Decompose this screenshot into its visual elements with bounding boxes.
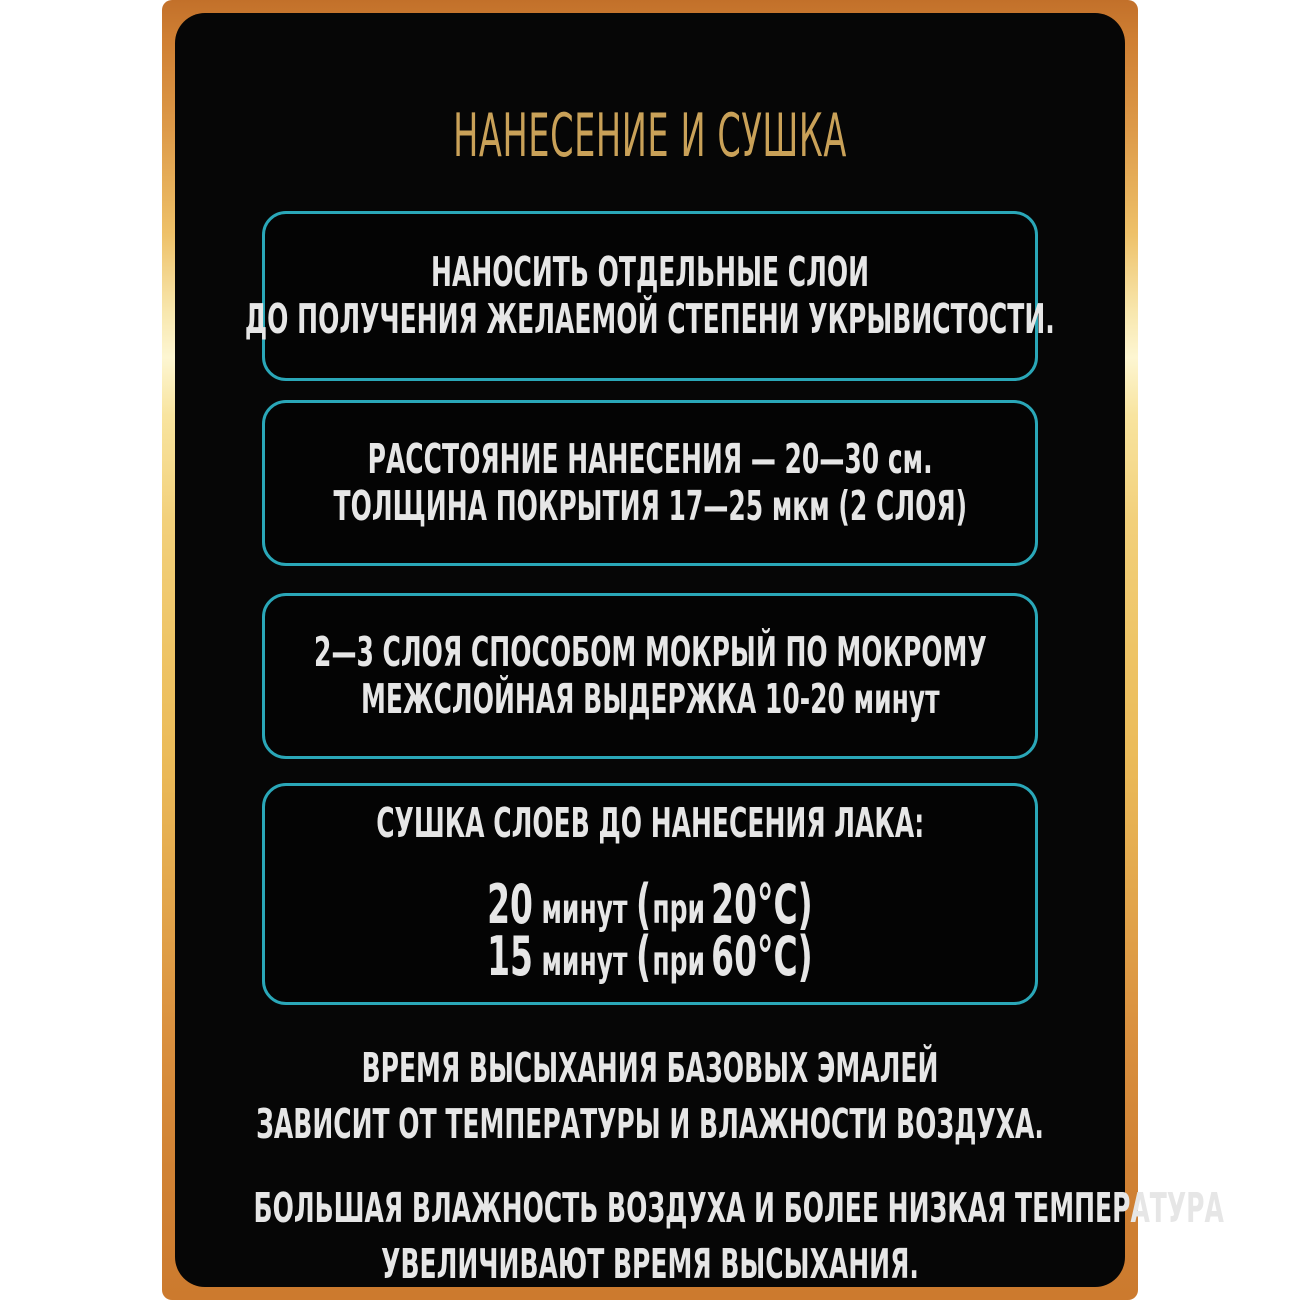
- drying-heading: СУШКА СЛОЕВ ДО НАНЕСЕНИЯ ЛАКА:: [375, 799, 925, 847]
- time-value: 15: [487, 925, 534, 988]
- footer-line: ЗАВИСИТ ОТ ТЕМПЕРАТУРЫ И ВЛАЖНОСТИ ВОЗДУХА.: [256, 1100, 1044, 1148]
- drying-times: [383, 873, 917, 988]
- time-unit: минут: [541, 937, 628, 985]
- drying-time-row: [487, 925, 813, 988]
- instruction-line: 2—3 СЛОЯ СПОСОБОМ МОКРЫЙ ПО МОКРОМУ: [313, 628, 987, 676]
- instruction-box-drying: [262, 783, 1038, 1005]
- instruction-line: ДО ПОЛУЧЕНИЯ ЖЕЛАЕМОЙ СТЕПЕНИ УКРЫВИСТОСТИ.: [245, 295, 1055, 343]
- footer-paragraph-drying-time: [0, 1040, 1300, 1152]
- instruction-box-layers: [262, 593, 1038, 759]
- instruction-box-distance: [262, 400, 1038, 566]
- instruction-line: МЕЖСЛОЙНАЯ ВЫДЕРЖКА 10-20 минут: [360, 675, 940, 723]
- paren-open: (: [636, 873, 652, 936]
- temp-value: 20°C): [711, 873, 813, 936]
- footer-line: ВРЕМЯ ВЫСЫХАНИЯ БАЗОВЫХ ЭМАЛЕЙ: [361, 1044, 939, 1092]
- paren-open: (: [636, 925, 652, 988]
- time-value: 20: [487, 873, 534, 936]
- time-cond: при: [652, 885, 706, 933]
- instruction-box-application: [245, 211, 1055, 381]
- temp-value: 60°C): [711, 925, 813, 988]
- footer-line: УВЕЛИЧИВАЮТ ВРЕМЯ ВЫСЫХАНИЯ.: [381, 1240, 919, 1288]
- time-unit: минут: [541, 885, 628, 933]
- page-title: НАНЕСЕНИЕ И СУШКА: [453, 101, 847, 171]
- instruction-line: НАНОСИТЬ ОТДЕЛЬНЫЕ СЛОИ: [430, 248, 870, 296]
- footer-paragraph-humidity: [0, 1180, 1300, 1292]
- instruction-line: ТОЛЩИНА ПОКРЫТИЯ 17—25 мкм (2 СЛОЯ): [333, 482, 967, 530]
- time-cond: при: [652, 937, 706, 985]
- footer-line: БОЛЬШАЯ ВЛАЖНОСТЬ ВОЗДУХА И БОЛЕЕ НИЗКАЯ ТЕМПЕРАТУРА: [253, 1184, 1224, 1232]
- instruction-line: РАССТОЯНИЕ НАНЕСЕНИЯ — 20—30 см.: [367, 435, 933, 483]
